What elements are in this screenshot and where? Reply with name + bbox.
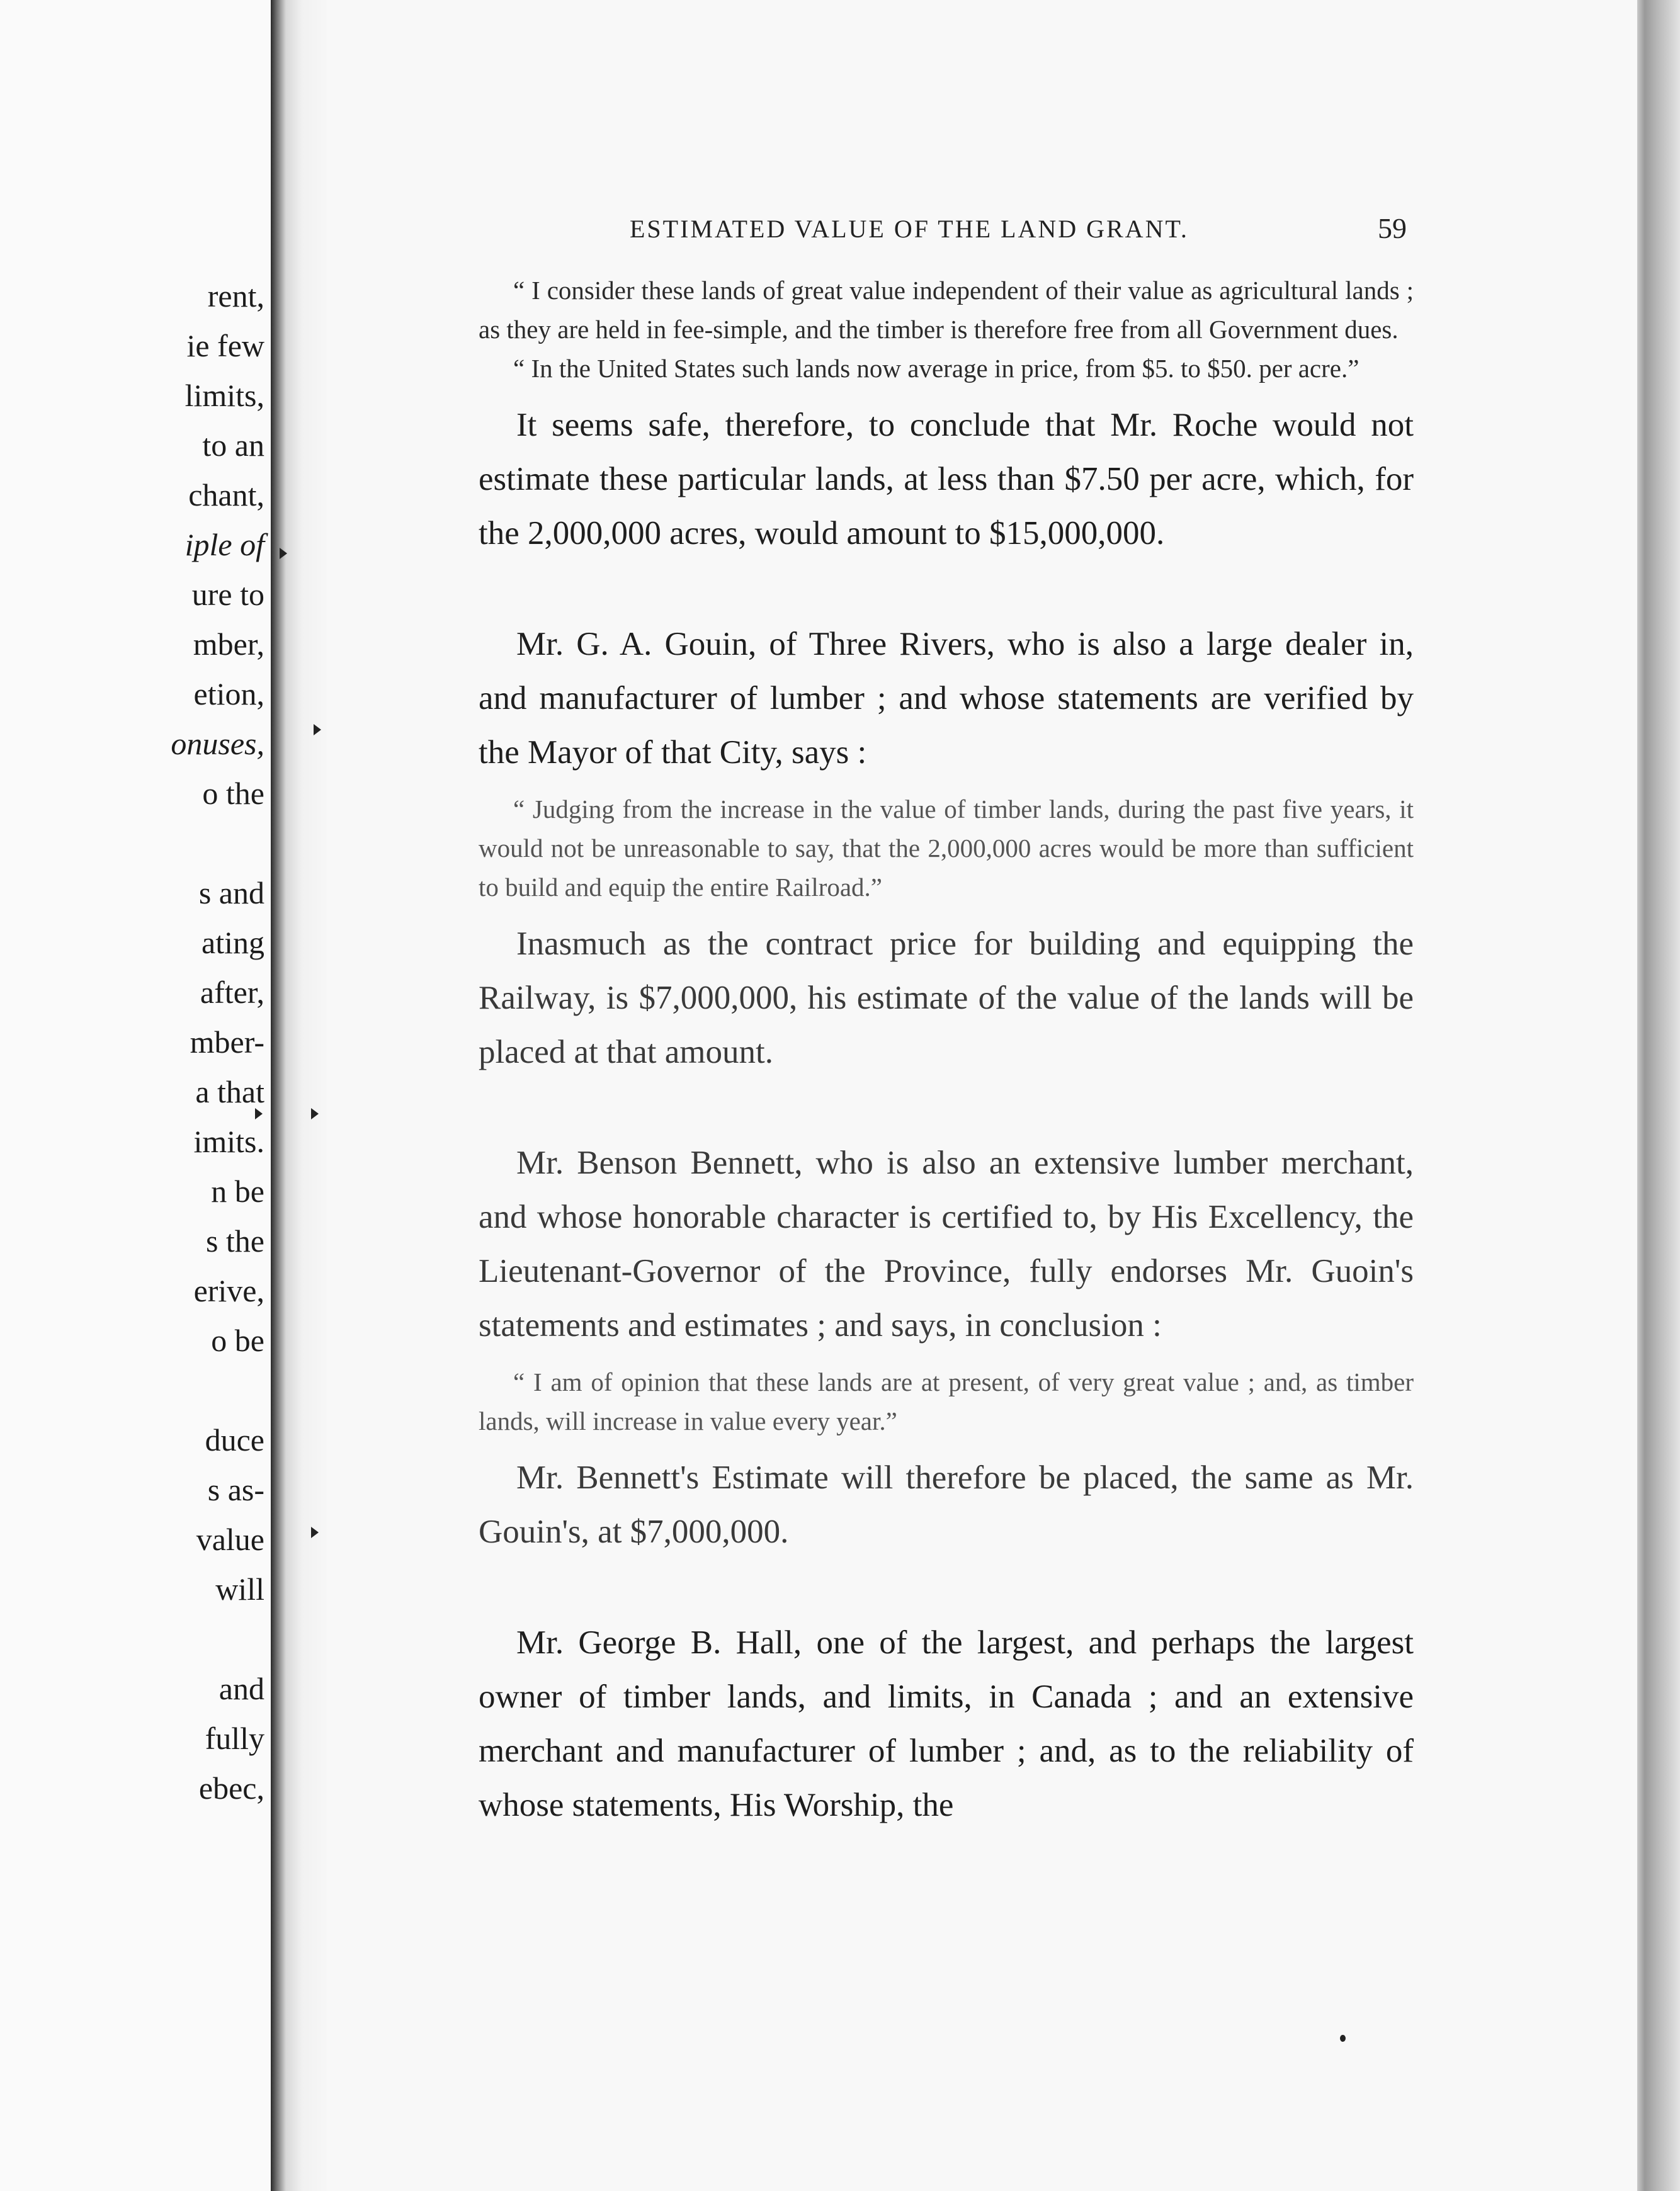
ink-speck [1340,2035,1346,2042]
left-page-fragment: fully [205,1721,264,1756]
left-page-fragment: will [215,1571,264,1607]
left-page-fragment: rent, [207,278,264,314]
body-text [479,271,1414,1832]
quote-gouin: “ Judging from the increase in the value of timber lands, during the past five years, it would not be unreasonable to say, that the 2,000,000 acres would be more than sufficient to build and equip the entire Railroad.” [479,795,1414,902]
left-page-fragment: ie few [186,328,264,363]
left-page-fragment: value [196,1522,264,1557]
left-page-fragment: o be [211,1323,264,1358]
paragraph-gouin-estimate: Inasmuch as the contract price for building and equipping the Railway, is $7,000,000, his estimate of the value of the lands will be placed at that amount. [479,926,1414,1070]
left-page-fragment: mber, [193,626,264,662]
left-page-fragment: duce [205,1422,264,1458]
book-gutter [271,0,327,2191]
left-page-fragment: chant, [188,477,264,512]
left-page-fragment: onuses, [171,726,264,761]
left-page-fragment: limits, [184,378,264,413]
paragraph-gouin: Mr. G. A. Gouin, of Three Rivers, who is also a large dealer in, and manufacturer of lumber ; and whose statements are verified by the Mayor of that City, says : [479,626,1414,771]
running-head: ESTIMATED VALUE OF THE LAND GRANT. [630,215,1189,243]
quote-roche-value: “ I consider these lands of great value independent of their value as agricultural lands ; as they are held in fee-simple, and the timber is therefore free from all Government dues. [479,276,1414,344]
left-page-fragment: o the [202,776,264,811]
left-facing-page [0,0,271,2191]
left-page-fragment: to an [202,427,264,463]
page-number: 59 [1378,212,1407,244]
left-page-fragment: imits. [193,1124,264,1159]
quote-bennett: “ I am of opinion that these lands are at present, of very great value ; and, as timber lands, will increase in value every year.” [479,1367,1414,1435]
left-page-fragment: n be [211,1174,264,1209]
left-page-fragment: ating [201,925,264,960]
left-page-fragment: s the [205,1223,264,1259]
left-page-fragment: s and [198,875,264,910]
paragraph-hall: Mr. George B. Hall, one of the largest, and perhaps the largest owner of timber lands, and limits, in Canada ; and an extensive merchant and manufacturer of lumber ; and, as to the reliability of whose statements, His Worship, the [479,1624,1414,1823]
page-edge [1637,0,1680,2191]
left-page-fragment: etion, [193,676,264,711]
paragraph-bennett: Mr. Benson Bennett, who is also an extensive lumber merchant, and whose honorable character is certified to, by His Excellency, the Lieutenant-Governor of the Province, fully endorses Mr. Guoin's statements and estimates ; and says, in conclusion : [479,1145,1414,1344]
paragraph-bennett-estimate: Mr. Bennett's Estimate will therefore be placed, the same as Mr. Gouin's, at $7,000,000. [479,1459,1414,1550]
left-page-fragment: ebec, [198,1770,264,1806]
left-page-fragment: a that [195,1074,264,1109]
left-page-fragment: mber- [190,1024,264,1060]
left-page-fragment: iple of [184,527,264,562]
paragraph-roche-estimate: It seems safe, therefore, to conclude that Mr. Roche would not estimate these particular lands, at less than $7.50 per acre, which, for the 2,000,000 acres, would amount to $15,000,000. [479,407,1414,552]
left-page-fragment: s as- [207,1472,264,1507]
left-page-fragment: erive, [193,1273,264,1308]
quote-roche-price: “ In the United States such lands now average in price, from $5. to $50. per acre.” [513,354,1359,383]
left-page-fragment: after, [200,975,264,1010]
left-page-fragment: ure to [191,577,264,612]
left-page-fragment: and [219,1671,264,1706]
